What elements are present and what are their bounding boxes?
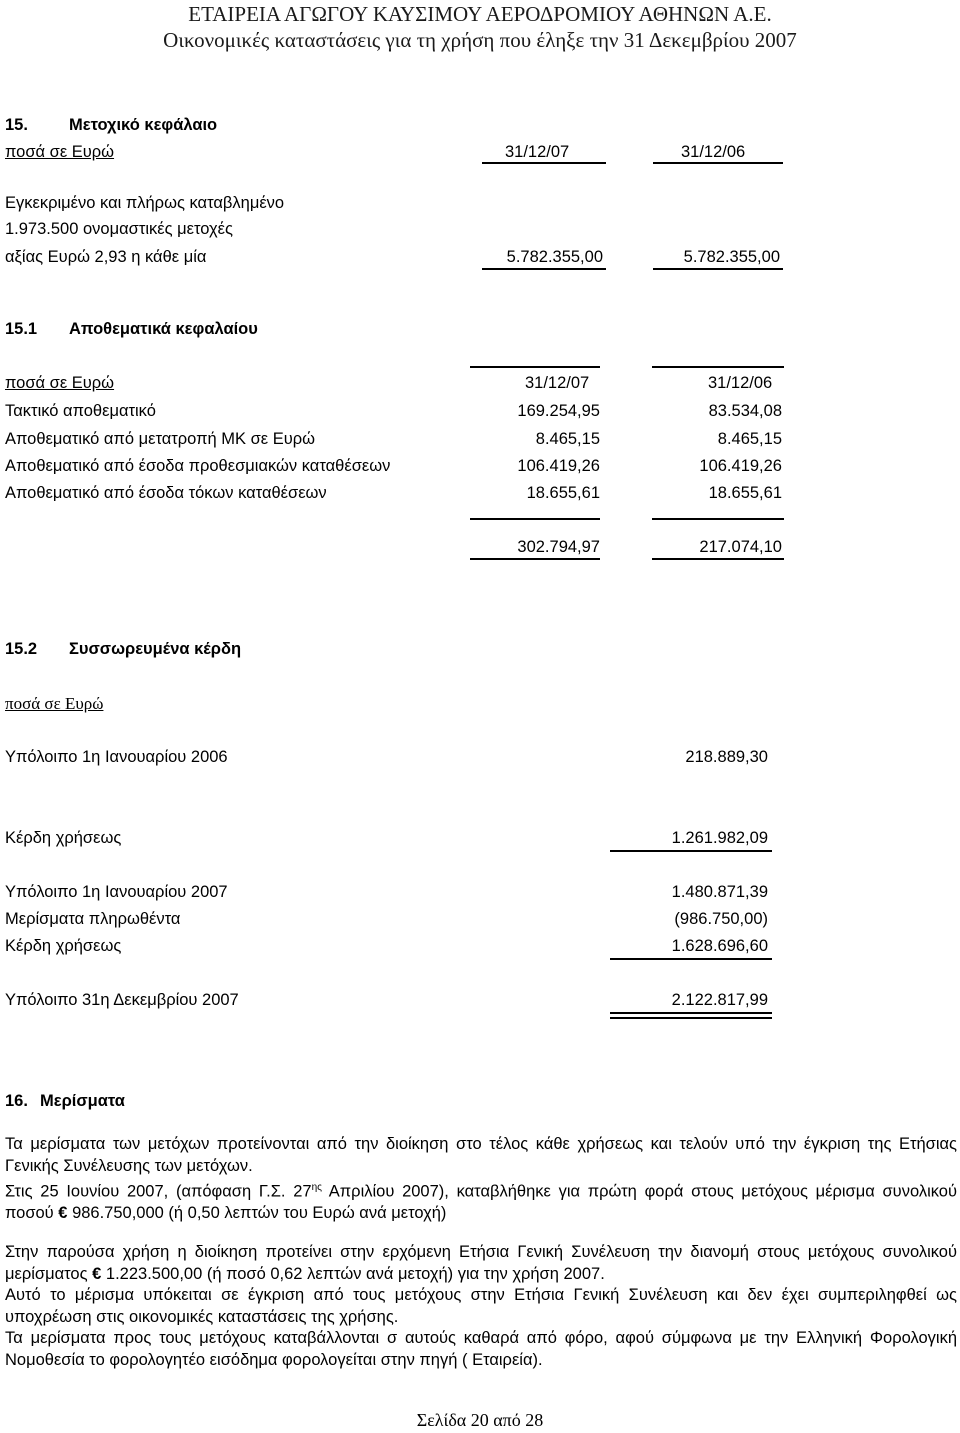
dividends-paragraph-2: Στις 25 Ιουνίου 2007, (απόφαση Γ.Σ. $27^{\eta\varsigma}$ Απριλίου 2007), καταβλήθηκε για πρώτη φορά στους μετόχους μέρισμα συνολικού ποσού € 986.750,000 (ή 0,50 λεπτών του Ευρώ ανά μετοχή): [5, 1182, 957, 1222]
share-capital-line-2: 1.973.500 ονομαστικές μετοχές: [5, 220, 233, 238]
col2-header-rule: [653, 162, 783, 164]
reserve-row-value-2006: 8.465,15: [717, 430, 782, 448]
retained-earnings-label: Κέρδη χρήσεως: [5, 829, 122, 847]
page-number: Σελίδα 20 από 28: [416, 1410, 544, 1430]
retained-earnings-label: Κέρδη χρήσεως: [5, 937, 122, 955]
reserve-row-value-2006: 106.419,26: [699, 457, 782, 475]
retained-earnings-value: (986.750,00): [674, 910, 768, 928]
reserve-row-label: Τακτικό αποθεματικό: [5, 402, 156, 420]
share-capital-rule-2: [653, 268, 783, 270]
col1-header-rule: [482, 162, 606, 164]
company-name: ΕΤΑΙΡΕΙΑ ΑΓΩΓΟΥ ΚΑΥΣΙΜΟΥ ΑΕΡΟΔΡΟΜΙΟΥ ΑΘΗΝΩΝ Α.Ε.: [188, 2, 772, 26]
section-15-title: Μετοχικό κεφάλαιο: [69, 116, 218, 134]
share-capital-value-2006: 5.782.355,00: [683, 248, 780, 266]
section-15-col2-header: 31/12/06: [681, 143, 746, 161]
retained-earnings-label: Υπόλοιπο 31η Δεκεμβρίου 2007: [5, 991, 239, 1009]
reserves-col2-rule: [652, 366, 784, 368]
reserve-row-label: Αποθεματικό από έσοδα τόκων καταθέσεων: [5, 484, 327, 502]
retained-earnings-label: Υπόλοιπο 1η Ιανουαρίου 2006: [5, 748, 228, 766]
section-15-1-col2-header: 31/12/06: [708, 374, 773, 392]
reserve-row-label: Αποθεματικό από έσοδα προθεσμιακών καταθέσεων: [5, 457, 391, 475]
retained-earnings-label: Μερίσματα πληρωθέντα: [5, 910, 181, 928]
reserve-row-value-2007: 106.419,26: [517, 457, 600, 475]
reserve-row-value-2006: 83.534,08: [708, 402, 782, 420]
euro-symbol: €: [58, 1204, 68, 1222]
section-16-number: 16.: [5, 1092, 28, 1110]
reserves-total-rule-1: [470, 558, 600, 560]
section-15-2-title: Συσσωρευμένα κέρδη: [69, 640, 242, 658]
reserves-subtotal-rule-1: [470, 518, 600, 520]
reserve-row-value-2007: 18.655,61: [526, 484, 600, 502]
final-balance-double-rule-1: [610, 1012, 772, 1014]
dividends-paragraph-3: Στην παρούσα χρήση η διοίκηση προτείνει στην ερχόμενη Ετήσια Γενική Συνέλευση την διανομή στους μετόχους συνολικού μερίσματος € 1.223.500,00 (ή ποσό 0,62 λεπτών ανά μετοχή) για την χρήση 2007.: [5, 1243, 957, 1283]
dividends-paragraph-5: Τα μερίσματα προς τους μετόχους καταβάλλονται σ αυτούς καθαρά από φόρο, αφού σύμφωνα με την Ελληνική Φορολογική Νομοθεσία το φορολογητέο εισόδημα φορολογείται στην πηγή ( Εταιρεία).: [5, 1329, 957, 1369]
section-15-number: 15.: [5, 116, 28, 134]
dividends-paragraph-1: Τα μερίσματα των μετόχων προτείνονται από την διοίκηση στο τέλος κάθε χρήσεως και τελούν υπό την έγκριση της Ετήσιας Γενικής Συνέλευσης των μετόχων.: [5, 1135, 957, 1175]
reserves-total-2007: 302.794,97: [517, 538, 600, 556]
share-capital-line-3: αξίας Ευρώ 2,93 η κάθε μία: [5, 248, 207, 266]
retained-earnings-value: 1.261.982,09: [671, 829, 768, 847]
section-15-unit: ποσά σε Ευρώ: [5, 143, 115, 161]
dividends-paragraph-4: Αυτό το μέρισμα υπόκειται σε έγκριση από τους μετόχους στην Ετήσια Γενική Συνέλευση και δεν έχει συμπεριληφθεί ως υποχρέωση στις οικονομικές καταστάσεις της χρήσης.: [5, 1286, 957, 1326]
profit-2006-rule: [610, 850, 772, 852]
reserves-total-rule-2: [652, 558, 784, 560]
reserve-row-label: Αποθεματικό από μετατροπή ΜΚ σε Ευρώ: [5, 430, 316, 448]
section-15-2-unit: ποσά σε Ευρώ: [5, 694, 104, 713]
retained-earnings-value: 2.122.817,99: [671, 991, 768, 1009]
reserve-row-value-2006: 18.655,61: [708, 484, 782, 502]
section-15-1-col1-header: 31/12/07: [525, 374, 590, 392]
reserve-row-value-2007: 169.254,95: [517, 402, 600, 420]
reserves-total-2006: 217.074,10: [699, 538, 782, 556]
retained-earnings-value: 1.480.871,39: [671, 883, 768, 901]
retained-earnings-value: 218.889,30: [685, 748, 768, 766]
section-15-2-number: 15.2: [5, 640, 38, 658]
retained-earnings-label: Υπόλοιπο 1η Ιανουαρίου 2007: [5, 883, 228, 901]
retained-earnings-value: 1.628.696,60: [671, 937, 768, 955]
section-15-col1-header: 31/12/07: [505, 143, 570, 161]
section-15-1-number: 15.1: [5, 320, 38, 338]
document-subtitle: Οικονομικές καταστάσεις για τη χρήση που έληξε την 31 Δεκεμβρίου 2007: [163, 28, 797, 52]
share-capital-value-2007: 5.782.355,00: [506, 248, 603, 266]
euro-symbol: €: [92, 1264, 102, 1283]
share-capital-rule-1: [482, 268, 606, 270]
reserve-row-value-2007: 8.465,15: [535, 430, 600, 448]
share-capital-line-1: Εγκεκριμένο και πλήρως καταβλημένο: [5, 194, 285, 212]
profit-2007-rule: [610, 958, 772, 960]
section-16-title: Μερίσματα: [40, 1092, 125, 1110]
final-balance-double-rule-2: [610, 1017, 772, 1019]
section-15-1-title: Αποθεματικά κεφαλαίου: [69, 320, 258, 338]
reserves-col1-rule: [470, 366, 600, 368]
section-15-1-unit: ποσά σε Ευρώ: [5, 374, 115, 392]
reserves-subtotal-rule-2: [652, 518, 784, 520]
